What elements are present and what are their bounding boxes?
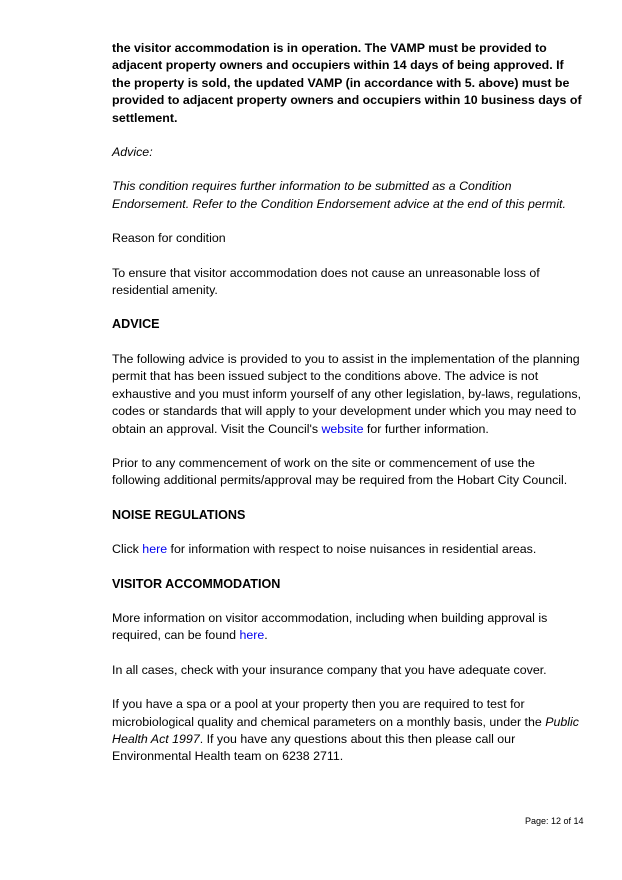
document-page [112, 40, 582, 766]
noise-heading: NOISE REGULATIONS [112, 507, 246, 522]
noise-text-tail: for information with respect to noise nuisances in residential areas. [167, 542, 537, 557]
advice-text: This condition requires further information to be submitted as a Condition Endorsement. Refer to the Condition Endorsement advice at the end of this permit. [112, 179, 566, 211]
noise-here-link[interactable]: here [142, 542, 168, 557]
advice-paragraph-1 [112, 351, 582, 438]
visitor-paragraph-3 [112, 696, 582, 766]
visitor-paragraph-3-text: If you have a spa or a pool at your property then you are required to test for microbiological quality and chemical parameters on a monthly basis, under the [112, 697, 546, 729]
visitor-paragraph-3-tail: . If you have any questions about this then please call our Environmental Health team on 6238 2711. [112, 731, 516, 764]
visitor-paragraph-1-text: More information on visitor accommodation, including when building approval is required, can be found [112, 610, 548, 643]
reason-label: Reason for condition [112, 231, 226, 246]
visitor-paragraph-1 [112, 610, 582, 645]
advice-paragraph-1-tail: for further information. [363, 421, 489, 436]
intro-bold-paragraph: the visitor accommodation is in operation. The VAMP must be provided to adjacent property owners and occupiers within 14 days of being approved. If the property is sold, the updated VAMP (in accordance with 5. above) must be provided to adjacent property owners and occupiers within 10 business days of settlement. [112, 41, 582, 125]
advice-label: Advice: [112, 145, 153, 160]
advice-heading: ADVICE [112, 317, 160, 332]
visitor-heading: VISITOR ACCOMMODATION [112, 576, 281, 591]
visitor-paragraph-1-tail: . [264, 628, 268, 643]
advice-paragraph-2: Prior to any commencement of work on the site or commencement of use the following additional permits/approval may be required from the Hobart City Council. [112, 455, 568, 488]
website-link[interactable]: website [321, 421, 364, 436]
advice-paragraph-1-text: The following advice is provided to you to assist in the implementation of the planning permit that has been issued subject to the conditions above. The advice is not exhaustive and you must inform yourself of any other legislation, by-laws, regulations, codes or standards that will apply to your development under which you may need to obtain an approval. Visit the Council's [112, 351, 582, 436]
visitor-paragraph-2: In all cases, check with your insurance company that you have adequate cover. [112, 662, 547, 677]
visitor-here-link[interactable]: here [239, 628, 265, 643]
reason-text: To ensure that visitor accommodation does not cause an unreasonable loss of residential amenity. [112, 265, 540, 298]
public-health-act-title: Public Health Act 1997 [112, 714, 579, 746]
noise-text-lead: Click [112, 542, 143, 557]
page-number-footer: Page: 12 of 14 [525, 816, 584, 826]
noise-paragraph [112, 541, 582, 558]
